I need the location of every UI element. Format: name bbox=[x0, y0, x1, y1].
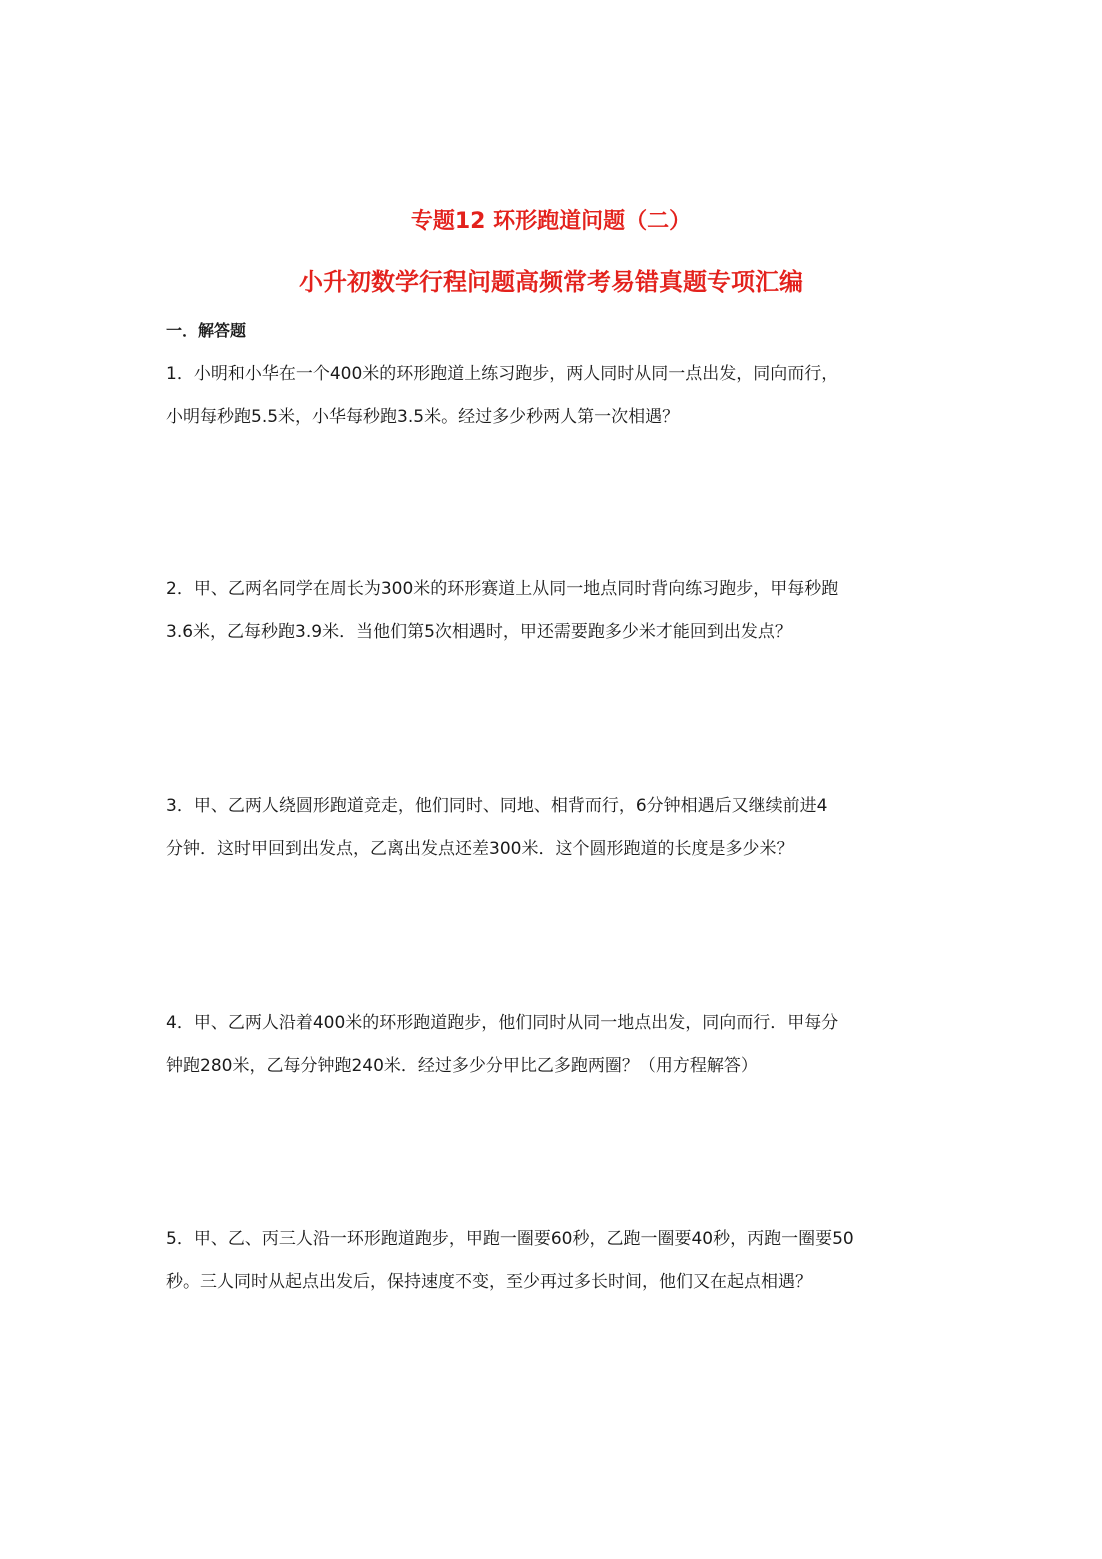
question-line: 小明每秒跑5.5米，小华每秒跑3.5米。经过多少秒两人第一次相遇？ bbox=[166, 407, 680, 427]
question-line: 1．小明和小华在一个400米的环形跑道上练习跑步，两人同时从同一点出发，同向而行， bbox=[166, 364, 839, 384]
question-line: 秒。三人同时从起点出发后，保持速度不变，至少再过多长时间，他们又在起点相遇？ bbox=[166, 1272, 812, 1292]
question-line: 3.6米，乙每秒跑3.9米．当他们第5次相遇时，甲还需要跑多少米才能回到出发点？ bbox=[166, 622, 792, 642]
section-heading: 一．解答题 bbox=[166, 321, 247, 340]
question-1 bbox=[166, 362, 946, 448]
question-3 bbox=[166, 794, 946, 880]
question-line: 3．甲、乙两人绕圆形跑道竞走，他们同时、同地、相背而行，6分钟相遇后又继续前进4 bbox=[166, 796, 828, 816]
question-line: 4．甲、乙两人沿着400米的环形跑道跑步，他们同时从同一地点出发，同向而行．甲每分 bbox=[166, 1013, 839, 1033]
question-5 bbox=[166, 1227, 946, 1313]
question-line: 钟跑280米，乙每分钟跑240米．经过多少分甲比乙多跑两圈？（用方程解答） bbox=[166, 1056, 758, 1076]
question-4 bbox=[166, 1011, 946, 1097]
document-subtitle: 小升初数学行程问题高频常考易错真题专项汇编 bbox=[299, 268, 803, 296]
question-line: 5．甲、乙、丙三人沿一环形跑道跑步，甲跑一圈要60秒，乙跑一圈要40秒，丙跑一圈要50 bbox=[166, 1229, 854, 1249]
question-line: 分钟．这时甲回到出发点，乙离出发点还差300米．这个圆形跑道的长度是多少米？ bbox=[166, 839, 794, 859]
question-2 bbox=[166, 577, 946, 663]
document-title: 专题12 环形跑道问题（二） bbox=[410, 209, 692, 234]
question-line: 2．甲、乙两名同学在周长为300米的环形赛道上从同一地点同时背向练习跑步，甲每秒跑 bbox=[166, 579, 839, 599]
